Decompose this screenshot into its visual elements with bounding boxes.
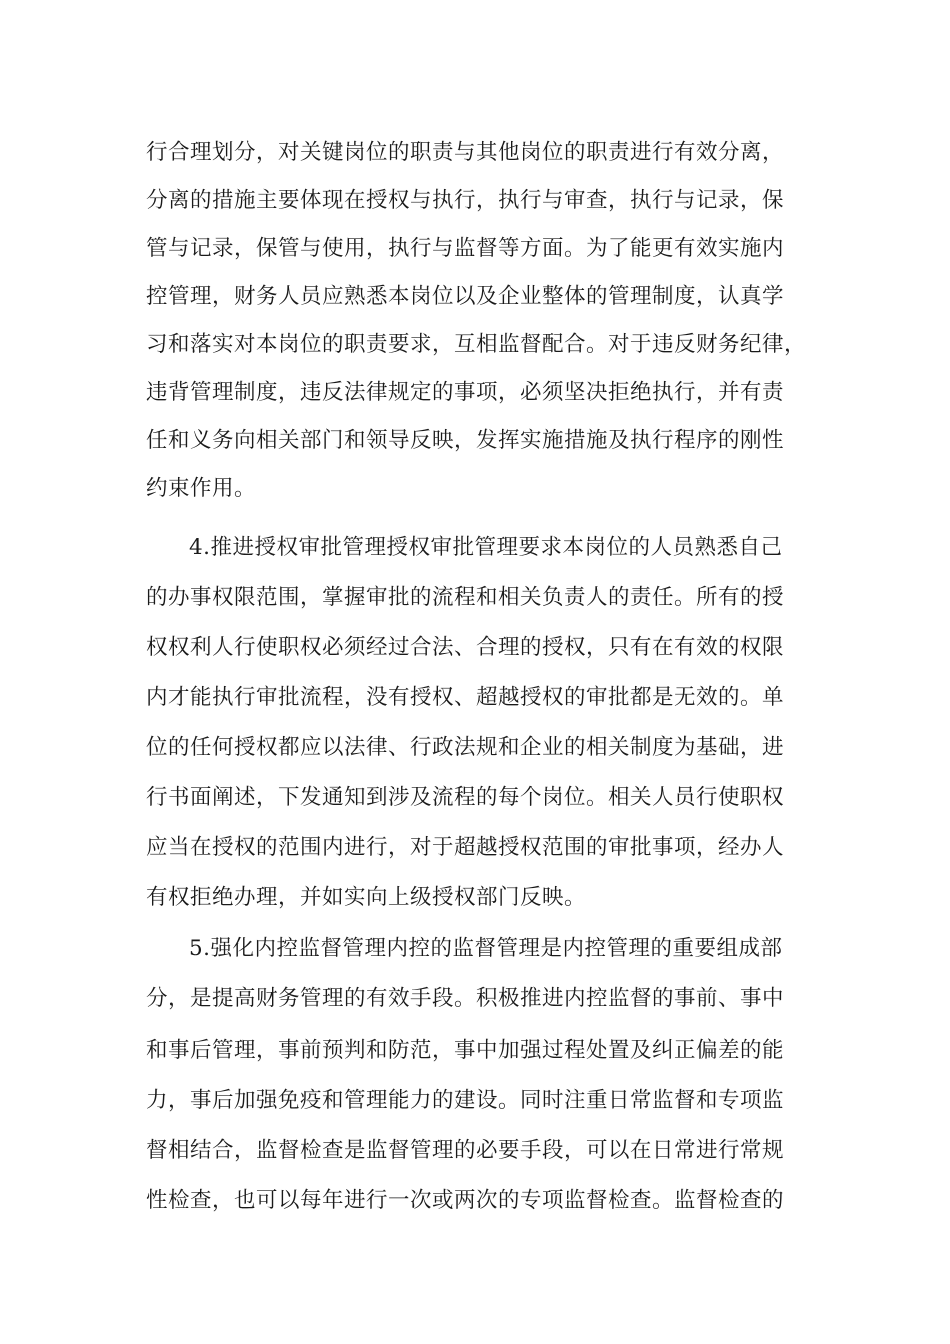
- text-line: 任和义务向相关部门和领导反映，发挥实施措施及执行程序的刚性: [146, 428, 785, 453]
- text-line: 4.推进授权审批管理授权审批管理要求本岗位的人员熟悉自己: [189, 535, 783, 560]
- text-line: 督相结合，监督检查是监督管理的必要手段，可以在日常进行常规: [146, 1138, 785, 1163]
- text-line: 有权拒绝办理，并如实向上级授权部门反映。: [146, 885, 587, 910]
- text-line: 行合理划分，对关键岗位的职责与其他岗位的职责进行有效分离，: [146, 140, 785, 165]
- text-line: 控管理，财务人员应熟悉本岗位以及企业整体的管理制度，认真学: [146, 284, 785, 309]
- text-line: 约束作用。: [146, 476, 257, 501]
- text-line: 习和落实对本岗位的职责要求，互相监督配合。对于违反财务纪律，: [146, 332, 807, 357]
- text-line: 和事后管理，事前预判和防范，事中加强过程处置及纠正偏差的能: [146, 1038, 785, 1063]
- text-line: 分离的措施主要体现在授权与执行，执行与审查，执行与记录，保: [146, 188, 785, 213]
- text-line: 应当在授权的范围内进行，对于超越授权范围的审批事项，经办人: [146, 835, 785, 860]
- text-line: 内才能执行审批流程，没有授权、超越授权的审批都是无效的。单: [146, 685, 785, 710]
- text-line: 分，是提高财务管理的有效手段。积极推进内控监督的事前、事中: [146, 986, 785, 1011]
- text-line: 力，事后加强免疫和管理能力的建设。同时注重日常监督和专项监: [146, 1088, 785, 1113]
- text-line: 5.强化内控监督管理内控的监督管理是内控管理的重要组成部: [189, 936, 783, 961]
- text-line: 位的任何授权都应以法律、行政法规和企业的相关制度为基础，进: [146, 735, 785, 760]
- text-line: 的办事权限范围，掌握审批的流程和相关负责人的责任。所有的授: [146, 585, 785, 610]
- text-line: 违背管理制度，违反法律规定的事项，必须坚决拒绝执行，并有责: [146, 380, 785, 405]
- text-line: 行书面阐述，下发通知到涉及流程的每个岗位。相关人员行使职权: [146, 785, 785, 810]
- text-line: 性检查，也可以每年进行一次或两次的专项监督检查。监督检查的: [146, 1188, 785, 1213]
- text-line: 管与记录，保管与使用，执行与监督等方面。为了能更有效实施内: [146, 236, 785, 261]
- text-line: 权权利人行使职权必须经过合法、合理的授权，只有在有效的权限: [146, 635, 785, 660]
